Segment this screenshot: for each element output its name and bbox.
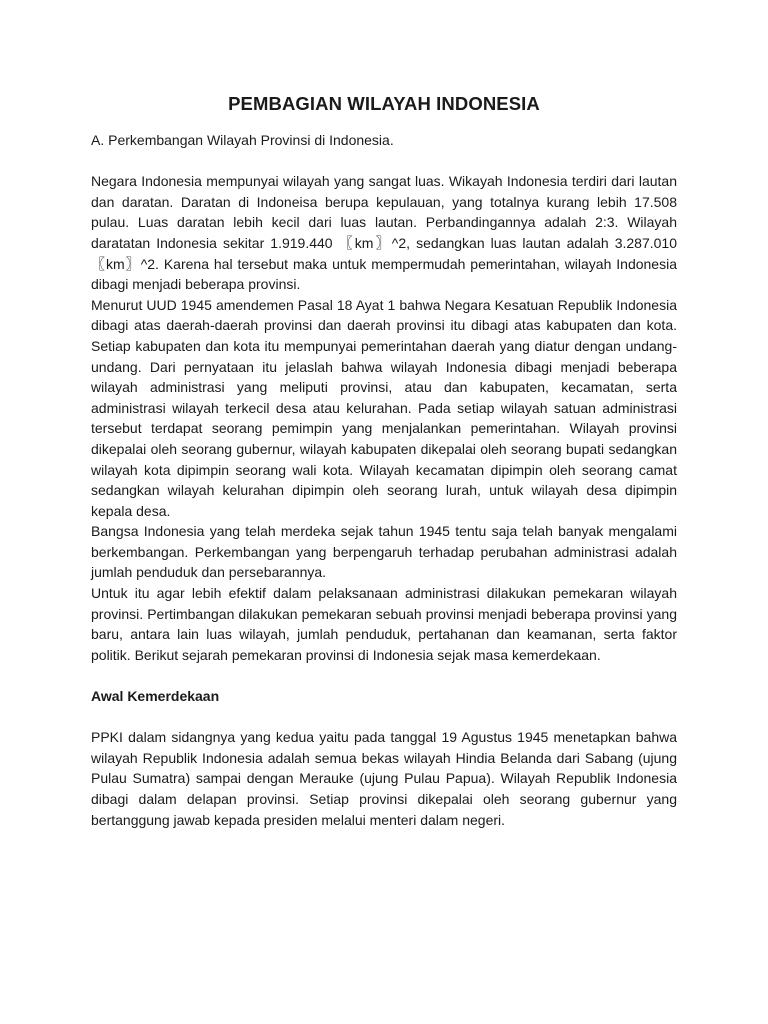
spacer — [91, 665, 677, 686]
paragraph-3: Bangsa Indonesia yang telah merdeka sejak tahun 1945 tentu saja telah banyak mengalami berkembangan. Perkembangan yang berpengaruh terhadap perubahan administrasi adalah jumlah penduduk dan persebarannya. — [91, 523, 677, 581]
section-a-heading: A. Perkembangan Wilayah Provinsi di Indonesia. — [91, 132, 394, 148]
document-title: PEMBAGIAN WILAYAH INDONESIA — [228, 93, 540, 114]
paragraph-1: Negara Indonesia mempunyai wilayah yang sangat luas. Wikayah Indonesia terdiri dari lautan dan daratan. Daratan di Indoneisa berupa kepulauan, yang totalnya kurang lebih 17.508 pulau. Luas daratan lebih kecil dari luas lautan. Perbandingannya adalah 2:3. Wilayah daratatan Indonesia sekitar 1.919.440 〖km〗^2, sedangkan luas lautan adalah 3.287.010 〖km〗^2. Karena hal tersebut maka untuk mempermudah pemerintahan, wilayah Indonesia dibagi menjadi beberapa provinsi. — [91, 173, 677, 293]
spacer — [91, 707, 677, 728]
paragraph-4: Untuk itu agar lebih efektif dalam pelaksanaan administrasi dilakukan pemekaran wilayah provinsi. Pertimbangan dilakukan pemekaran sebuah provinsi menjadi beberapa provinsi yang baru, antara lain luas wilayah, jumlah penduduk, pertahanan dan keamanan, serta faktor politik. Berikut sejarah pemekaran provinsi di Indonesia sejak masa kemerdekaan. — [91, 585, 677, 663]
document-page — [91, 92, 677, 830]
paragraph-awal-kemerdekaan: PPKI dalam sidangnya yang kedua yaitu pada tanggal 19 Agustus 1945 menetapkan bahwa wilayah Republik Indonesia adalah semua bekas wilayah Hindia Belanda dari Sabang (ujung Pulau Sumatra) sampai dengan Merauke (ujung Pulau Papua). Wilayah Republik Indonesia dibagi dalam delapan provinsi. Setiap provinsi dikepalai oleh seorang gubernur yang bertanggung jawab kepada presiden melalui menteri dalam negeri. — [91, 729, 677, 828]
paragraph-2: Menurut UUD 1945 amendemen Pasal 18 Ayat 1 bahwa Negara Kesatuan Republik Indonesia dibagi atas daerah-daerah provinsi dan daerah provinsi itu dibagi atas kabupaten dan kota. Setiap kabupaten dan kota itu mempunyai pemerintahan daerah yang diatur dengan undang-undang. Dari pernyataan itu jelaslah bahwa wilayah Indonesia dibagi menjadi beberapa wilayah administrasi yang meliputi provinsi, atau dan kabupaten, kecamatan, serta administrasi wilayah terkecil desa atau kelurahan. Pada setiap wilayah satuan administrasi tersebut terdapat seorang pemimpin yang menjalankan pemerintahan. Wilayah provinsi dikepalai oleh seorang gubernur, wilayah kabupaten dikepalai oleh seorang bupati sedangkan wilayah kota dipimpin seorang wali kota. Wilayah kecamatan dipimpin oleh seorang camat sedangkan wilayah kelurahan dipimpin oleh seorang lurah, untuk wilayah desa dipimpin kepala desa. — [91, 296, 677, 519]
subheading-awal-kemerdekaan: Awal Kemerdekaan — [91, 688, 220, 705]
